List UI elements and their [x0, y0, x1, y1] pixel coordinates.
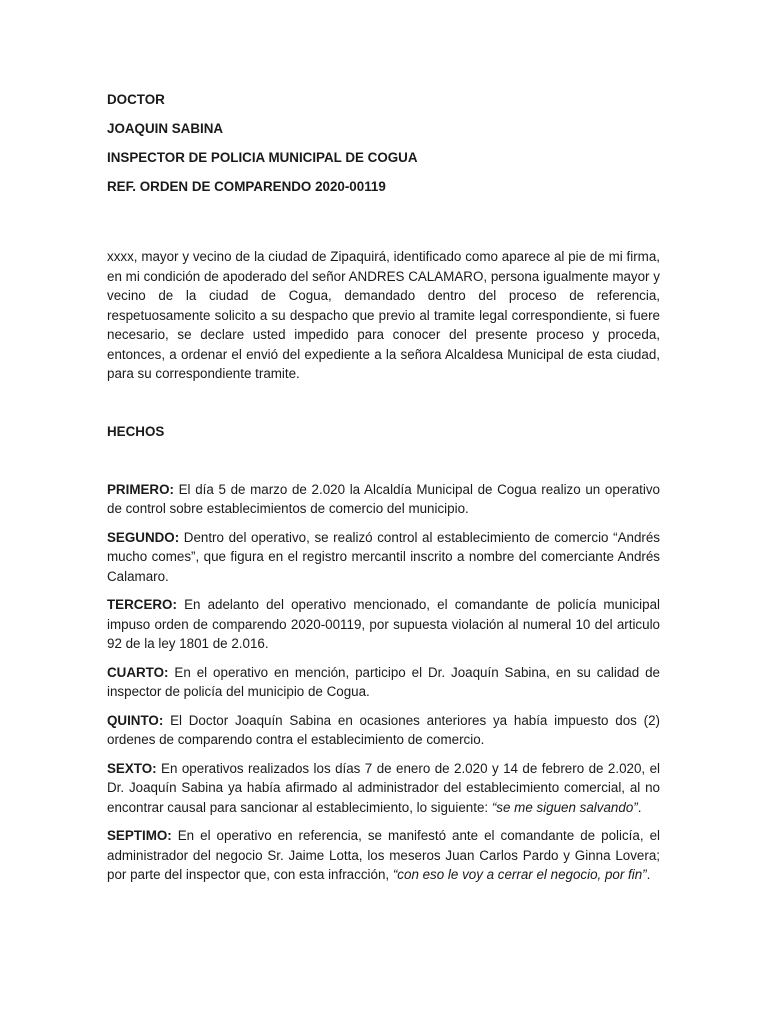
facts-list	[107, 480, 660, 885]
intro-paragraph: xxxx, mayor y vecino de la ciudad de Zipaquirá, identificado como aparece al pie de mi firma, en mi condición de apoderado del señor ANDRES CALAMARO, persona igualmente mayor y vecino de la ciudad de Cogua, demandado dentro del proceso de referencia, respetuosamente solicito a su despacho que previo al tramite legal correspondiente, si fuere necesario, se declare usted impedido para conocer del presente proceso y proceda, entonces, a ordenar el envió del expediente a la señora Alcaldesa Municipal de esta ciudad, para su correspondiente tramite.	[107, 249, 660, 381]
fact-text: En el operativo en referencia, se manifestó ante el comandante de policía, el administrador del negocio Sr. Jaime Lotta, los meseros Juan Carlos Pardo y Ginna Lovera; por parte del inspector que, con esta infracción,	[107, 828, 660, 882]
fact-text: El Doctor Joaquín Sabina en ocasiones anteriores ya había impuesto dos (2) ordenes de comparendo contra el establecimiento de comercio.	[107, 712, 660, 747]
fact-primero	[107, 480, 660, 519]
fact-text: En operativos realizados los días 7 de enero de 2.020 y 14 de febrero de 2.020, el Dr. Joaquín Sabina ya había afirmado al administrador del establecimiento comercial, al no encontrar causal para sancionar al establecimiento, lo siguiente:	[107, 760, 660, 815]
fact-septimo	[107, 826, 660, 885]
fact-text: El día 5 de marzo de 2.020 la Alcaldía Municipal de Cogua realizo un operativo de control sobre establecimientos de comercio del municipio.	[107, 481, 660, 516]
fact-cuarto	[107, 663, 660, 702]
fact-end: .	[637, 799, 642, 815]
addressee-name: JOAQUIN SABINA	[107, 121, 224, 136]
fact-tercero	[107, 595, 660, 654]
fact-label: CUARTO:	[107, 664, 169, 680]
fact-end: .	[646, 867, 651, 882]
fact-quote: “con eso le voy a cerrar el negocio, por fin”	[392, 867, 647, 882]
fact-text: En adelanto del operativo mencionado, el comandante de policía municipal impuso orden de comparendo 2020-00119, por supuesta violación al numeral 10 del articulo 92 de la ley 1801 de 2.016.	[107, 597, 660, 651]
fact-quote: “se me siguen salvando”	[491, 799, 638, 815]
reference-line: REF. ORDEN DE COMPARENDO 2020-00119	[107, 179, 386, 194]
fact-text: Dentro del operativo, se realizó control al establecimiento de comercio “Andrés mucho comes”, que figura en el registro mercantil inscrito a nombre del comerciante Andrés Calamaro.	[107, 529, 660, 584]
fact-label: TERCERO:	[107, 597, 177, 612]
fact-sexto	[107, 759, 660, 818]
fact-label: SEPTIMO:	[107, 828, 172, 843]
addressee-position: INSPECTOR DE POLICIA MUNICIPAL DE COGUA	[107, 150, 418, 165]
addressee-title: DOCTOR	[107, 92, 165, 107]
fact-label: SEGUNDO:	[107, 529, 180, 545]
fact-label: PRIMERO:	[107, 481, 174, 497]
fact-quinto	[107, 711, 660, 750]
letter-body	[107, 90, 660, 894]
section-title-hechos: HECHOS	[107, 423, 165, 439]
fact-segundo	[107, 528, 660, 587]
fact-text: En el operativo en mención, participo el Dr. Joaquín Sabina, en su calidad de inspector de policía del municipio de Cogua.	[107, 664, 660, 699]
fact-label: SEXTO:	[107, 760, 157, 776]
fact-label: QUINTO:	[107, 712, 164, 728]
